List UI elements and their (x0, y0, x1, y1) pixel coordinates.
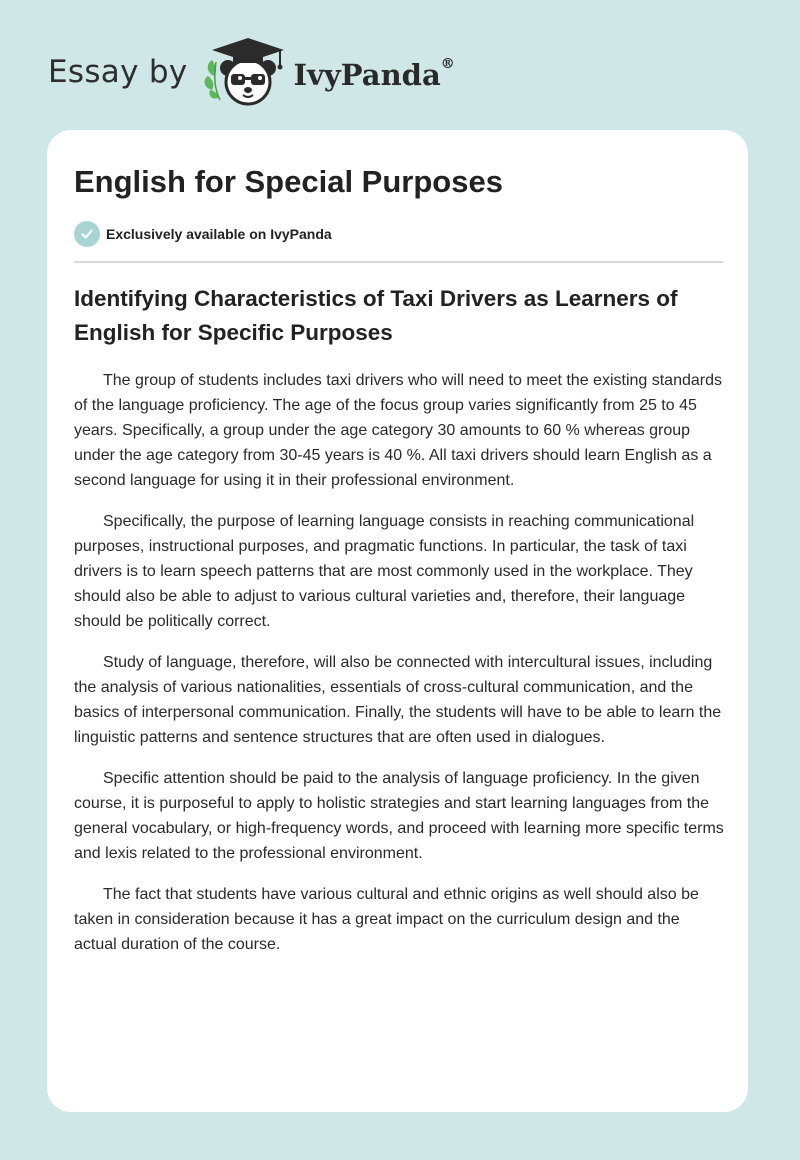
divider (74, 261, 723, 263)
check-circle-icon (74, 221, 100, 247)
paragraph: The fact that students have various cultural and ethnic origins as well should also be taken in consideration because it has a great impact on the curriculum design and the actual duration of the course. (74, 886, 699, 953)
paragraph: The group of students includes taxi drivers who will need to meet the existing standards of the language proficiency. The age of the focus group varies significantly from 25 to 45 years. Specifically, a group under the age category 30 amounts to 60 % whereas group under the age category from 30-45 years is 40 %. All taxi drivers should learn English as a second language for using it in their professional environment. (74, 372, 722, 489)
exclusive-badge (74, 221, 332, 247)
section-heading: Identifying Characteristics of Taxi Drivers as Learners of English for Specific Purposes (74, 286, 678, 345)
essay-card (47, 130, 748, 1112)
essay-by-label: Essay by (48, 54, 188, 90)
page-title: English for Special Purposes (74, 164, 503, 199)
brand-name: IvyPanda® (293, 56, 455, 92)
site-header (48, 32, 455, 112)
panda-graduate-icon (200, 32, 292, 108)
paragraph: Specific attention should be paid to the analysis of language proficiency. In the given course, it is purposeful to apply to holistic strategies and start learning languages from the general vocabulary, or high-frequency words, and proceed with learning more specific terms and lexis related to the professional environment. (74, 770, 724, 862)
exclusive-badge-label: Exclusively available on IvyPanda (106, 226, 332, 242)
essay-body (74, 368, 725, 973)
registered-mark: ® (440, 56, 455, 72)
paragraph: Specifically, the purpose of learning language consists in reaching communicational purposes, instructional purposes, and pragmatic functions. In particular, the task of taxi drivers is to learn speech patterns that are most commonly used in the workplace. They should also be able to adjust to various cultural varieties and, therefore, their language should be politically correct. (74, 513, 695, 630)
paragraph: Study of language, therefore, will also be connected with intercultural issues, including the analysis of various nationalities, essentials of cross-cultural communication, and the basics of interpersonal communication. Finally, the students will have to be able to learn the linguistic patterns and sentence structures that are often used in dialogues. (74, 654, 722, 746)
